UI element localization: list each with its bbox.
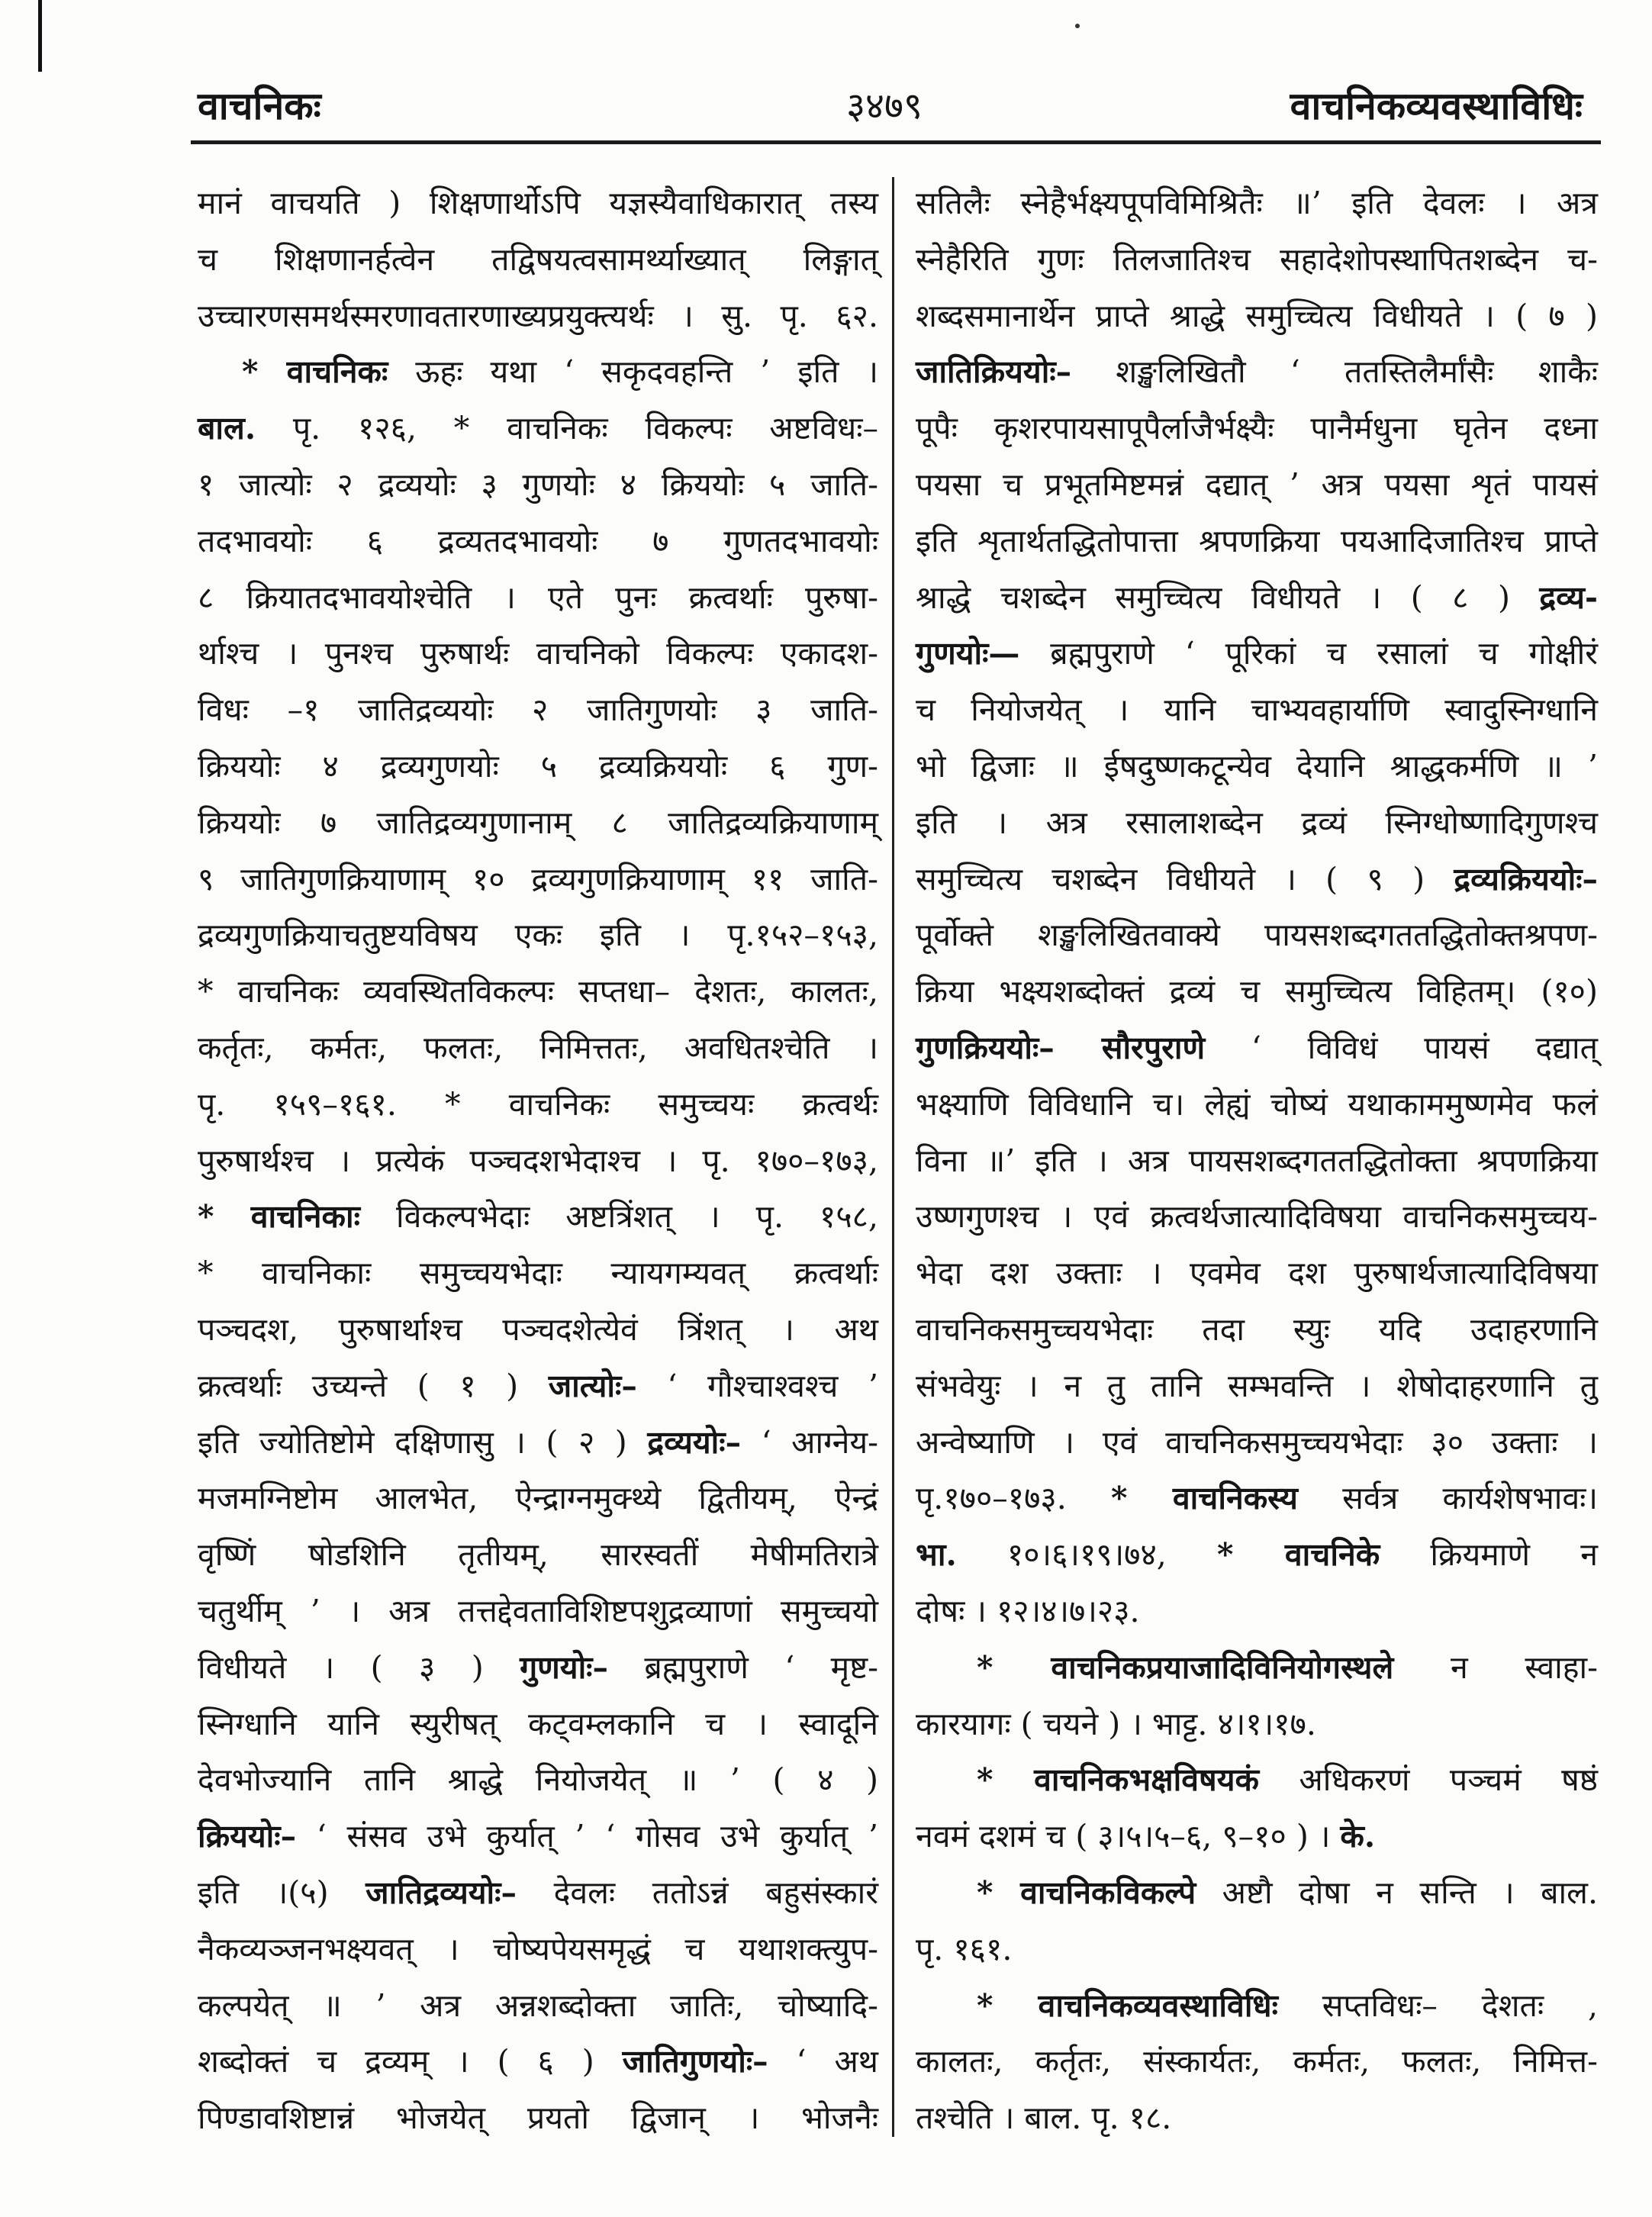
text-line: [198, 1245, 878, 1302]
text-line: [916, 1020, 1598, 1077]
text-line: [916, 288, 1598, 345]
text-run: कर्तृतः, कर्मतः, फलतः, निमित्ततः, अवधितश्चेति ।: [198, 1029, 878, 1066]
text-run: र्थाश्च । पुनश्च पुरुषार्थः वाचनिको विकल्पः एकादश-: [198, 635, 878, 672]
text-run: १ जात्योः २ द्रव्ययोः ३ गुणयोः ४ क्रिययोः ५ जाति-: [198, 466, 878, 503]
text-run: विधः –१ जातिद्रव्ययोः २ जातिगुणयोः ३ जाति-: [198, 691, 878, 729]
text-run: अन्वेष्याणि । एवं वाचनिकसमुच्चयभेदाः ३० उक्ताः ।: [916, 1423, 1598, 1461]
text-run: उच्चारणसमर्थस्मरणावतारणाख्यप्रयुक्त्यर्थः । सु. पृ. ६२.: [198, 297, 878, 334]
bold-term: जातिक्रिययोः–: [916, 353, 1072, 391]
text-run: क्रिया भक्ष्यशब्दोक्तं द्रव्यं च समुच्चित्य विहितम्। (१०): [916, 973, 1598, 1010]
text-run: पृ.१७०–१७३.: [916, 1480, 1111, 1517]
text-line: [198, 2090, 878, 2147]
text-run: तदभावयोः ६ द्रव्यतदभावयोः ७ गुणतदभावयोः: [198, 522, 878, 559]
text-line: [916, 232, 1598, 288]
text-run: संभवेयुः । न तु तानि सम्भवन्ति । शेषोदाहरणानि तु: [916, 1367, 1598, 1404]
text-run: क्रत्वर्थाः उच्यन्ते ( १ ): [198, 1367, 549, 1404]
text-line: [198, 1584, 878, 1640]
text-run: पृ. १६१.: [916, 1930, 1013, 1967]
text-run: ‘ विविधं पायसं दद्यात्: [1205, 1029, 1598, 1066]
text-run: विधीयते । ( ३ ): [198, 1648, 520, 1686]
text-line: [916, 964, 1598, 1020]
text-run: मजमग्निष्टोम आलभेत, ऐन्द्राग्नमुक्थ्ये द्वितीयम्, ऐन्द्रं: [198, 1480, 878, 1517]
text-line: [198, 1865, 878, 1922]
running-head-left: वाचनिकः: [198, 83, 321, 128]
text-run: न स्वाहा-: [1393, 1648, 1598, 1686]
text-run: सप्तविधः– देशतः ,: [1277, 1987, 1598, 2024]
text-line: [916, 1189, 1598, 1245]
text-line: [198, 1020, 878, 1077]
text-line: [198, 1133, 878, 1190]
bold-term: * वाचनिकभक्षविषयकं: [977, 1761, 1260, 1799]
text-run: ‘ आग्नेय-: [741, 1423, 878, 1461]
text-line: [198, 626, 878, 682]
text-run: भक्ष्याणि विविधानि च। लेह्यं चोष्यं यथाकाममुष्णमेव फलं: [916, 1085, 1598, 1123]
text-run: सर्वत्र कार्यशेषभावः।: [1297, 1480, 1598, 1517]
bold-term: जात्योः–: [548, 1367, 637, 1404]
text-run: उष्णगुणश्च । एवं क्रत्वर्थजात्यादिविषया वाचनिकसमुच्चय-: [916, 1198, 1598, 1236]
text-line: [916, 1471, 1598, 1527]
text-line: [198, 1415, 878, 1471]
text-run: मानं वाचयति ) शिक्षणार्थोऽपि यज्ञस्यैवाधिकारात् तस्य: [198, 185, 878, 221]
text-line: [198, 1752, 878, 1809]
text-line: [198, 401, 878, 457]
bold-term: गुणयोः–: [520, 1648, 608, 1686]
text-line: [916, 1358, 1598, 1415]
text-line: [916, 626, 1598, 682]
text-run: वाचनिकसमुच्चयभेदाः तदा स्युः यदि उदाहरणानि: [916, 1310, 1598, 1348]
text-run: * वाचनिकः व्यवस्थितविकल्पः सप्तधा– देशतः, कालतः,: [198, 973, 878, 1010]
text-run: विना ॥’ इति । अत्र पायसशब्दगततद्धितोक्ता श्रपणक्रिया: [916, 1142, 1598, 1179]
text-line: [916, 1978, 1598, 2035]
text-run: ‘ गौश्चाश्वश्च ’: [636, 1367, 878, 1404]
text-run: ८ क्रियातदभावयोश्चेति । एते पुनः क्रत्वर्थाः पुरुषा-: [198, 578, 878, 616]
text-run: इति शृतार्थतद्धितोपात्ता श्रपणक्रिया पयआदिजातिश्च प्राप्ते: [916, 522, 1598, 559]
bold-term: * वाचनिके: [1217, 1536, 1380, 1574]
bold-term: भा.: [916, 1536, 957, 1574]
bold-term: * वाचनिकव्यवस्थाविधिः: [977, 1987, 1278, 2024]
text-run: च शिक्षणानर्हत्वेन तद्विषयत्वसामर्थ्याख्यात् लिङ्गात्: [198, 240, 878, 278]
text-run: पूपैः कृशरपायसापूपैर्लाजैर्भक्ष्यैः पानैर्मधुना घृतेन दध्ना: [916, 410, 1598, 447]
text-line: [198, 1922, 878, 1978]
text-run: पिण्डावशिष्टान्नं भोजयेत् प्रयतो द्विजान् । भोजनैः: [198, 2099, 878, 2137]
scan-dust-mark: [1075, 24, 1080, 28]
bold-term: * वाचनिकाः: [198, 1198, 360, 1236]
bold-term: बाल.: [198, 410, 256, 447]
text-line: [198, 852, 878, 908]
text-line: [916, 570, 1598, 627]
text-run: क्रिययोः ७ जातिद्रव्यगुणानाम् ८ जातिद्रव्यक्रियाणाम्: [198, 804, 878, 841]
text-run: दोषः । १२।४।७।२३.: [916, 1592, 1140, 1629]
header-rule: [191, 140, 1601, 144]
text-run: द्रव्यगुणक्रियाचतुष्टयविषय एकः इति । पृ.१५२–१५३,: [198, 917, 878, 954]
text-line: [916, 1527, 1598, 1584]
text-run: स्नेहैरिति गुणः तिलजातिश्च सहादेशोपस्थापितशब्देन च-: [916, 240, 1598, 278]
text-run: पञ्चदश, पुरुषार्थाश्च पञ्चदशेत्येवं त्रिंशत् । अथ: [198, 1310, 878, 1348]
text-run: पुरुषार्थश्च । प्रत्येकं पञ्चदशभेदाश्च । पृ. १७०–१७३,: [198, 1142, 878, 1179]
text-run: चतुर्थीम् ’ । अत्र तत्तद्देवताविशिष्टपशुद्रव्याणां समुच्चयो: [198, 1592, 878, 1629]
text-line: [916, 176, 1598, 232]
text-line: [916, 1077, 1598, 1133]
page-number: ३४७९: [846, 85, 923, 127]
text-line: [198, 1697, 878, 1753]
text-line: [916, 1809, 1598, 1865]
text-run: तश्चेति । बाल. पृ. १८.: [916, 2099, 1172, 2137]
text-line: [916, 344, 1598, 401]
right-column: [916, 176, 1598, 2147]
text-line: [198, 795, 878, 852]
running-head-right: वाचनिकव्यवस्थाविधिः: [1290, 83, 1583, 128]
text-run: च नियोजयेत् । यानि चाभ्यवहार्याणि स्वादुस्निग्धानि: [916, 691, 1598, 729]
bold-term: * वाचनिकस्य: [1110, 1480, 1298, 1517]
text-run: पृ. १५९–१६१. * वाचनिकः समुच्चयः क्रत्वर्थः: [198, 1085, 878, 1123]
left-column: [198, 176, 878, 2147]
text-line: [198, 514, 878, 570]
bold-term: गुणयोः—: [916, 635, 1020, 672]
text-line: [198, 1978, 878, 2035]
text-line: [916, 795, 1598, 852]
bold-term: द्रव्यक्रिययोः–: [1454, 860, 1598, 897]
text-line: [916, 2090, 1598, 2147]
bold-term: द्रव्य-: [1539, 578, 1598, 616]
text-line: [198, 1077, 878, 1133]
text-run: ब्रह्मपुराणे ‘ मृष्ट-: [607, 1648, 878, 1686]
text-run: ‘ संसव उभे कुर्यात् ’ ‘ गोसव उभे कुर्यात् ’: [296, 1818, 878, 1855]
bold-term: जातिद्रव्ययोः–: [366, 1874, 517, 1911]
text-run: वृष्णिं षोडशिनि तृतीयम्, सारस्वतीं मेषीमतिरात्रे: [198, 1536, 878, 1574]
text-line: [198, 1471, 878, 1527]
text-line: [916, 1415, 1598, 1471]
text-line: [198, 176, 878, 232]
text-line: [198, 1640, 878, 1697]
text-run: पूर्वोक्ते शङ्खलिखितवाक्ये पायसशब्दगततद्धितोक्तश्रपण-: [916, 917, 1598, 954]
text-run: * वाचनिकाः समुच्चयभेदाः न्यायगम्यवत् क्रत्वर्थाः: [198, 1255, 878, 1292]
text-line: [916, 739, 1598, 795]
text-line: [916, 1245, 1598, 1302]
text-run: इति । अत्र रसालाशब्देन द्रव्यं स्निग्धोष्णादिगुणश्च: [916, 804, 1598, 841]
text-run: क्रिययोः ४ द्रव्यगुणयोः ५ द्रव्यक्रिययोः ६ गुण-: [198, 747, 878, 785]
text-line: [198, 2034, 878, 2090]
text-run: शब्दसमानार्थेन प्राप्ते श्राद्धे समुच्चित्य विधीयते । ( ७ ): [916, 297, 1598, 334]
text-line: [916, 1584, 1598, 1640]
bold-term: * वाचनिकः: [242, 353, 388, 391]
text-run: भेदा दश उक्ताः । एवमेव दश पुरुषार्थजात्यादिविषया: [916, 1255, 1598, 1292]
text-run: देवलः ततोऽन्नं बहुसंस्कारं: [516, 1874, 878, 1911]
text-line: [198, 964, 878, 1020]
text-run: अष्टौ दोषा न सन्ति । बाल.: [1196, 1874, 1599, 1911]
text-run: नवमं दशमं च ( ३।५।५–६, ९–१० ) ।: [916, 1818, 1341, 1855]
text-run: कल्पयेत् ॥ ’ अत्र अन्नशब्दोक्ता जातिः, चोष्यादि-: [198, 1987, 878, 2024]
text-line: [198, 1189, 878, 1245]
text-run: ब्रह्मपुराणे ‘ पूरिकां च रसालां च गोक्षीरं: [1019, 635, 1598, 672]
text-run: भो द्विजाः ॥ ईषदुष्णकटून्येव देयानि श्राद्धकर्मणि ॥ ’: [916, 747, 1598, 785]
text-line: [916, 1865, 1598, 1922]
text-line: [916, 1922, 1598, 1978]
text-run: पयसा च प्रभूतमिष्टमन्नं दद्यात् ’ अत्र पयसा शृतं पायसं: [916, 466, 1598, 503]
text-line: [916, 2034, 1598, 2090]
text-line: [916, 1133, 1598, 1190]
text-run: देवभोज्यानि तानि श्राद्धे नियोजयेत् ॥ ’ ( ४ ): [198, 1761, 878, 1799]
bold-term: क्रिययोः–: [198, 1818, 297, 1855]
text-line: [198, 344, 878, 401]
text-run: श्राद्धे चशब्देन समुच्चित्य विधीयते । ( ८ ): [916, 578, 1540, 616]
text-run: अधिकरणं पञ्चमं षष्ठं: [1259, 1761, 1598, 1799]
text-line: [916, 1752, 1598, 1809]
column-divider: [892, 177, 894, 2137]
text-line: [916, 1302, 1598, 1358]
text-run: १०।६।१९।७४,: [956, 1536, 1217, 1574]
text-line: [198, 457, 878, 514]
text-run: शङ्खलिखितौ ‘ ततस्तिलैर्मांसैः शाकैः: [1071, 353, 1598, 391]
bold-term: द्रव्ययोः–: [647, 1423, 742, 1461]
text-run: सतिलैः स्नेहैर्भक्ष्यपूपविमिश्रितैः ॥’ इति देवलः । अत्र: [916, 185, 1598, 221]
scan-edge-mark: [38, 0, 42, 72]
text-line: [198, 1358, 878, 1415]
text-line: [198, 232, 878, 288]
text-run: कालतः, कर्तृतः, संस्कार्यतः, कर्मतः, फलतः, निमित्त-: [916, 2043, 1598, 2080]
text-run: ऊहः यथा ‘ सकृदवहन्ति ’ इति ।: [388, 353, 878, 391]
text-line: [198, 1527, 878, 1584]
text-line: [916, 401, 1598, 457]
text-line: [198, 570, 878, 627]
bold-term: * वाचनिकप्रयाजादिविनियोगस्थले: [977, 1648, 1394, 1686]
text-run: इति ज्योतिष्टोमे दक्षिणासु । ( २ ): [198, 1423, 648, 1461]
text-line: [198, 907, 878, 964]
text-run: शब्दोक्तं च द्रव्यम् । ( ६ ): [198, 2043, 623, 2080]
text-run: इति ।(५): [198, 1874, 366, 1911]
text-line: [916, 457, 1598, 514]
text-run: समुच्चित्य चशब्देन विधीयते । ( ९ ): [916, 860, 1454, 897]
text-run: ‘ अथ: [768, 2043, 878, 2080]
text-run: विकल्पभेदाः अष्टत्रिंशत् । पृ. १५८,: [359, 1198, 878, 1236]
text-run: ९ जातिगुणक्रियाणाम् १० द्रव्यगुणक्रियाणाम् ११ जाति-: [198, 860, 878, 897]
bold-term: जातिगुणयोः–: [622, 2043, 768, 2080]
text-line: [198, 1809, 878, 1865]
text-run: नैकव्यञ्जनभक्ष्यवत् । चोष्यपेयसमृद्धं च यथाशक्त्युप-: [198, 1930, 878, 1967]
bold-term: गुणक्रिययोः– सौरपुराणे: [916, 1029, 1206, 1066]
text-line: [198, 288, 878, 345]
text-line: [198, 739, 878, 795]
text-line: [916, 682, 1598, 739]
text-run: कारयागः ( चयने ) । भाट्ट. ४।१।१७.: [916, 1705, 1316, 1742]
bold-term: * वाचनिकविकल्पे: [977, 1874, 1196, 1911]
text-run: पृ. १२६, * वाचनिकः विकल्पः अष्टविधः–: [256, 410, 878, 447]
text-line: [198, 1302, 878, 1358]
text-line: [916, 907, 1598, 964]
bold-term: के.: [1340, 1818, 1376, 1855]
text-run: क्रियमाणे न: [1380, 1536, 1598, 1574]
text-line: [916, 1640, 1598, 1697]
text-line: [198, 682, 878, 739]
text-line: [916, 514, 1598, 570]
text-line: [916, 1697, 1598, 1753]
text-line: [916, 852, 1598, 908]
text-run: स्निग्धानि यानि स्युरीषत् कट्वम्लकानि च । स्वादूनि: [198, 1705, 878, 1742]
